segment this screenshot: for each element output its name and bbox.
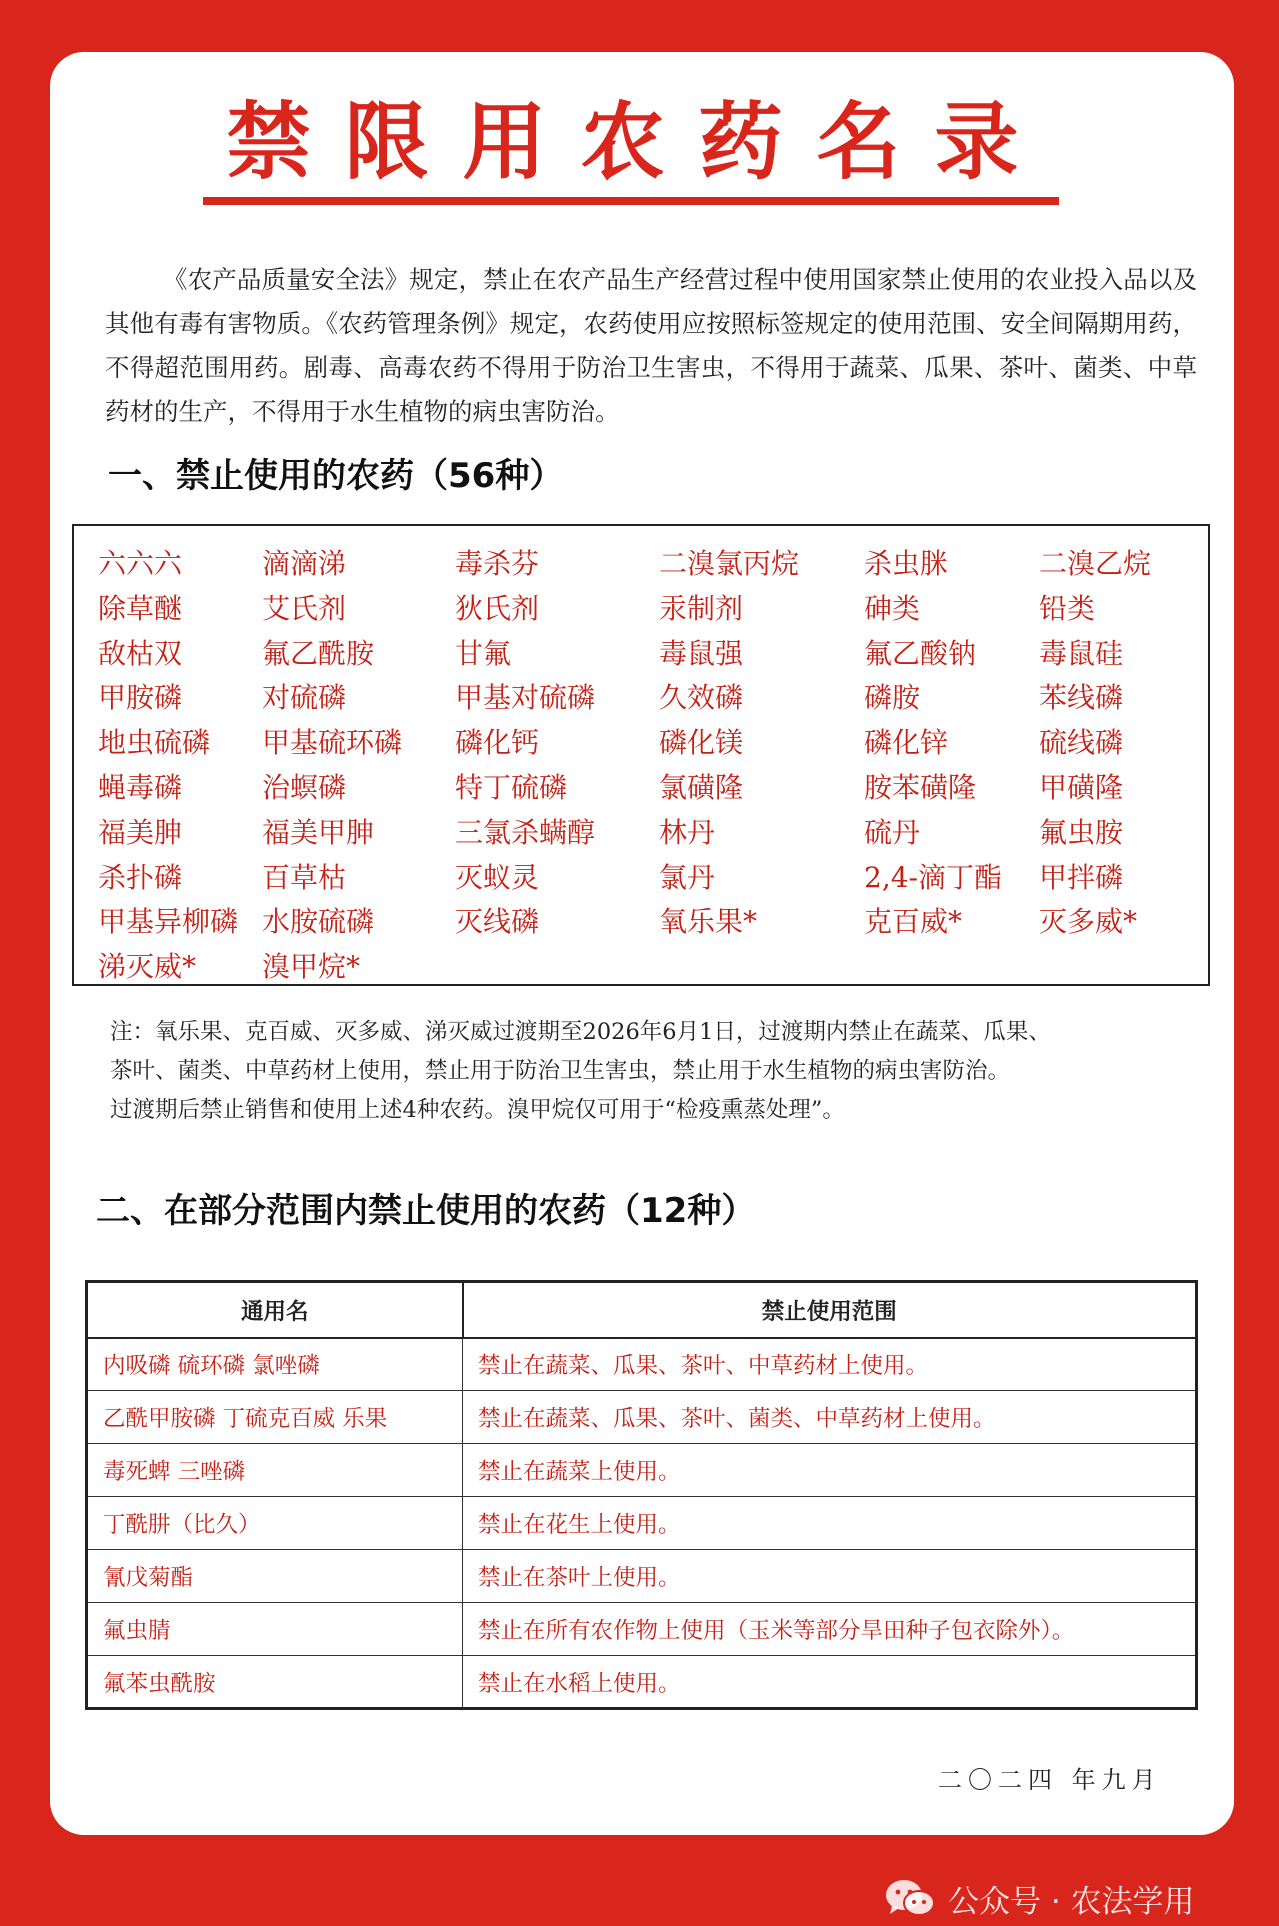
banned-pesticide-item: 百草枯: [262, 860, 347, 894]
banned-pesticide-item: 氧乐果*: [659, 905, 758, 939]
table-row: [87, 1603, 1197, 1656]
banned-pesticide-item: 苯线磷: [1039, 681, 1124, 715]
banned-pesticide-item: 敌枯双: [98, 636, 183, 670]
banned-pesticide-item: 治螟磷: [262, 771, 347, 804]
banned-pesticide-item: 磷胺: [864, 681, 921, 715]
banned-pesticide-item: 甲拌磷: [1039, 860, 1124, 894]
banned-pesticide-item: 甲胺磷: [98, 681, 183, 715]
banned-pesticide-item: 氯丹: [659, 860, 716, 894]
table-row: [87, 1656, 1197, 1709]
banned-pesticide-item: 磷化锌: [864, 726, 949, 760]
banned-pesticide-item: 久效磷: [659, 681, 744, 715]
publication-date: 二〇二四 年九月: [938, 1766, 1162, 1794]
banned-pesticide-item: 铅类: [1039, 591, 1096, 625]
pesticide-name-cell: 内吸磷 硫环磷 氯唑磷: [87, 1338, 463, 1391]
banned-pesticide-item: 林丹: [659, 815, 716, 849]
banned-pesticide-item: 福美胂: [98, 815, 183, 849]
banned-pesticide-item: 艾氏剂: [262, 591, 347, 625]
watermark: [884, 1876, 1195, 1920]
restriction-scope-cell: 禁止在花生上使用。: [463, 1497, 1197, 1550]
section2-heading: 二、在部分范围内禁止使用的农药（12种）: [96, 1191, 756, 1231]
banned-pesticide-item: 甲基异柳磷: [98, 905, 239, 939]
banned-pesticide-item: 氯磺隆: [659, 771, 744, 804]
table-row: [87, 1391, 1197, 1444]
restriction-scope-cell: 禁止在所有农作物上使用（玉米等部分旱田种子包衣除外）。: [463, 1603, 1197, 1656]
note-line: 过渡期后禁止销售和使用上述4种农药。溴甲烷仅可用于“检疫熏蒸处理”。: [110, 1097, 845, 1123]
banned-pesticide-item: 灭多威*: [1039, 905, 1138, 939]
table-row: [87, 1497, 1197, 1550]
banned-pesticide-item: 毒杀芬: [455, 547, 540, 580]
pesticide-name-cell: 氟苯虫酰胺: [87, 1656, 463, 1709]
banned-pesticide-item: 地虫硫磷: [98, 726, 211, 760]
pesticide-name-cell: 氟虫腈: [87, 1603, 463, 1656]
title-underline: [203, 197, 1059, 205]
banned-pesticide-item: 福美甲胂: [262, 815, 375, 849]
column-header-name: 通用名: [87, 1282, 463, 1338]
page-title: 禁限用农药名录: [226, 92, 1053, 191]
banned-pesticide-item: 氟乙酸钠: [864, 636, 977, 670]
intro-paragraph: 《农产品质量安全法》规定，禁止在农产品生产经营过程中使用国家禁止使用的农业投入品以及其他有毒有害物质。《农药管理条例》规定，农药使用应按照标签规定的使用范围、安全间隔期用药，不得超范围用药。剧毒、高毒农药不得用于防治卫生害虫，不得用于蔬菜、瓜果、茶叶、菌类、中草药材的生产，不得用于水生植物的病虫害防治。: [105, 265, 1197, 426]
banned-pesticide-item: 克百威*: [864, 905, 963, 939]
banned-pesticide-item: 甲基硫环磷: [262, 726, 403, 760]
restricted-pesticide-table: [85, 1280, 1198, 1710]
banned-pesticide-item: 甘氟: [455, 636, 512, 670]
banned-pesticide-item: 2,4-滴丁酯: [864, 860, 1002, 894]
pesticide-name-cell: 毒死蜱 三唑磷: [87, 1444, 463, 1497]
restriction-scope-cell: 禁止在蔬菜上使用。: [463, 1444, 1197, 1497]
note-line: 注：氧乐果、克百威、灭多威、涕灭威过渡期至2026年6月1日，过渡期内禁止在蔬菜、瓜果、: [110, 1019, 1051, 1045]
table-header-row: [87, 1282, 1197, 1338]
banned-pesticide-item: 毒鼠强: [659, 636, 744, 670]
banned-pesticide-item: 氟乙酰胺: [262, 636, 375, 670]
banned-pesticide-item: 涕灭威*: [98, 950, 197, 984]
column-header-scope: 禁止使用范围: [463, 1282, 1197, 1338]
banned-pesticide-item: 特丁硫磷: [455, 771, 568, 804]
banned-pesticide-item: 灭线磷: [455, 905, 540, 939]
restriction-scope-cell: 禁止在蔬菜、瓜果、茶叶、中草药材上使用。: [463, 1338, 1197, 1391]
transition-note: [110, 1013, 1200, 1130]
table-row: [87, 1338, 1197, 1391]
banned-pesticide-item: 氟虫胺: [1039, 815, 1124, 849]
restriction-scope-cell: 禁止在茶叶上使用。: [463, 1550, 1197, 1603]
watermark-text: 公众号 · 农法学用: [948, 1883, 1195, 1920]
banned-pesticide-item: 胺苯磺隆: [864, 771, 977, 804]
restriction-scope-cell: 禁止在蔬菜、瓜果、茶叶、菌类、中草药材上使用。: [463, 1391, 1197, 1444]
table-row: [87, 1550, 1197, 1603]
banned-pesticide-item: 硫丹: [864, 815, 921, 849]
banned-pesticide-item: 杀虫脒: [864, 547, 949, 580]
banned-pesticide-item: 砷类: [864, 591, 921, 625]
banned-pesticide-item: 硫线磷: [1039, 726, 1124, 760]
banned-pesticide-item: 三氯杀螨醇: [455, 815, 596, 849]
section1-heading: 一、禁止使用的农药（56种）: [108, 456, 564, 496]
banned-pesticide-item: 甲磺隆: [1039, 771, 1124, 804]
banned-pesticide-item: 灭蚁灵: [455, 860, 540, 894]
banned-pesticide-grid: [72, 524, 1210, 986]
banned-pesticide-item: 杀扑磷: [98, 860, 183, 894]
banned-pesticide-item: 蝇毒磷: [98, 771, 183, 804]
banned-pesticide-item: 狄氏剂: [455, 591, 540, 625]
banned-pesticide-item: 除草醚: [98, 591, 183, 625]
banned-pesticide-item: 磷化镁: [659, 726, 744, 760]
banned-pesticide-item: 溴甲烷*: [262, 950, 361, 984]
banned-pesticide-item: 二溴氯丙烷: [659, 547, 800, 580]
banned-pesticide-item: 滴滴涕: [262, 547, 347, 580]
banned-pesticide-item: 对硫磷: [262, 681, 347, 715]
restriction-scope-cell: 禁止在水稻上使用。: [463, 1656, 1197, 1709]
pesticide-name-cell: 丁酰肼（比久）: [87, 1497, 463, 1550]
table-row: [87, 1444, 1197, 1497]
wechat-icon: [884, 1878, 936, 1918]
banned-pesticide-item: 汞制剂: [659, 591, 744, 625]
note-line: 茶叶、菌类、中草药材上使用，禁止用于防治卫生害虫，禁止用于水生植物的病虫害防治。: [110, 1058, 1011, 1084]
banned-pesticide-item: 水胺硫磷: [262, 905, 375, 939]
pesticide-name-cell: 氰戊菊酯: [87, 1550, 463, 1603]
pesticide-name-cell: 乙酰甲胺磷 丁硫克百威 乐果: [87, 1391, 463, 1444]
banned-pesticide-item: 毒鼠硅: [1039, 636, 1124, 670]
banned-pesticide-item: 甲基对硫磷: [455, 681, 596, 715]
banned-pesticide-item: 六六六: [98, 547, 183, 580]
banned-pesticide-item: 磷化钙: [455, 726, 540, 760]
banned-pesticide-item: 二溴乙烷: [1039, 547, 1152, 580]
